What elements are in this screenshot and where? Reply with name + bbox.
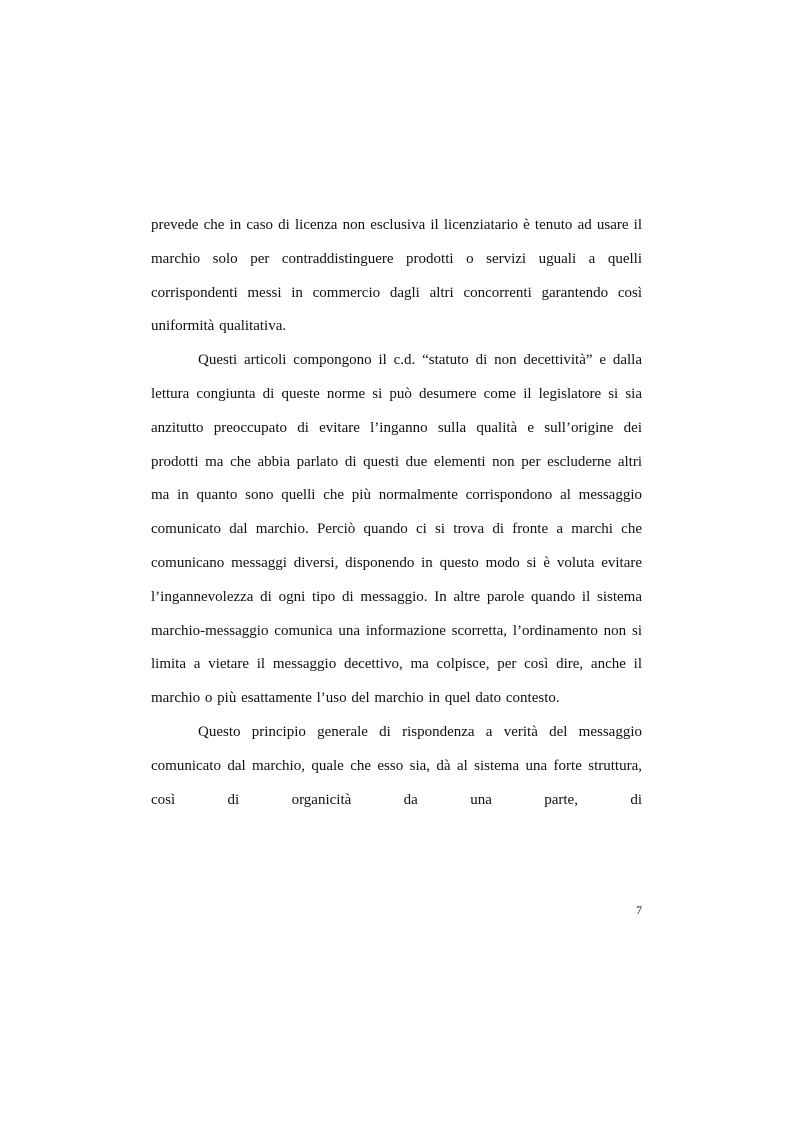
- paragraph-1: prevede che in caso di licenza non esclusiva il licenziatario è tenuto ad usare il marchio solo per contraddistinguere prodotti o servizi uguali a quelli corrispondenti messi in commercio dagli altri concorrenti garantendo così uniformità qualitativa.: [151, 217, 642, 335]
- paragraph-3: Questo principio generale di rispondenza a verità del messaggio comunicato dal marchio, quale che esso sia, dà al sistema una forte struttura, così di organicità da una parte, di: [151, 723, 642, 808]
- body-text: [151, 209, 642, 817]
- page-number: 7: [636, 903, 642, 917]
- paragraph-2: Questi articoli compongono il c.d. “statuto di non decettività” e dalla lettura congiunta di queste norme si può desumere come il legislatore si sia anzitutto preoccupato di evitare l’inganno sulla qualità e sull’origine dei prodotti ma che abbia parlato di questi due elementi non per escluderne altri ma in quanto sono quelli che più normalmente corrispondono al messaggio comunicato dal marchio. Perciò quando ci si trova di fronte a marchi che comunicano messaggi diversi, disponendo in questo modo si è voluta evitare l’ingannevolezza di ogni tipo di messaggio. In altre parole quando il sistema marchio-messaggio comunica una informazione scorretta, l’ordinamento non si limita a vietare il messaggio decettivo, ma colpisce, per così dire, anche il marchio o più esattamente l’uso del marchio in quel dato contesto.: [151, 352, 642, 707]
